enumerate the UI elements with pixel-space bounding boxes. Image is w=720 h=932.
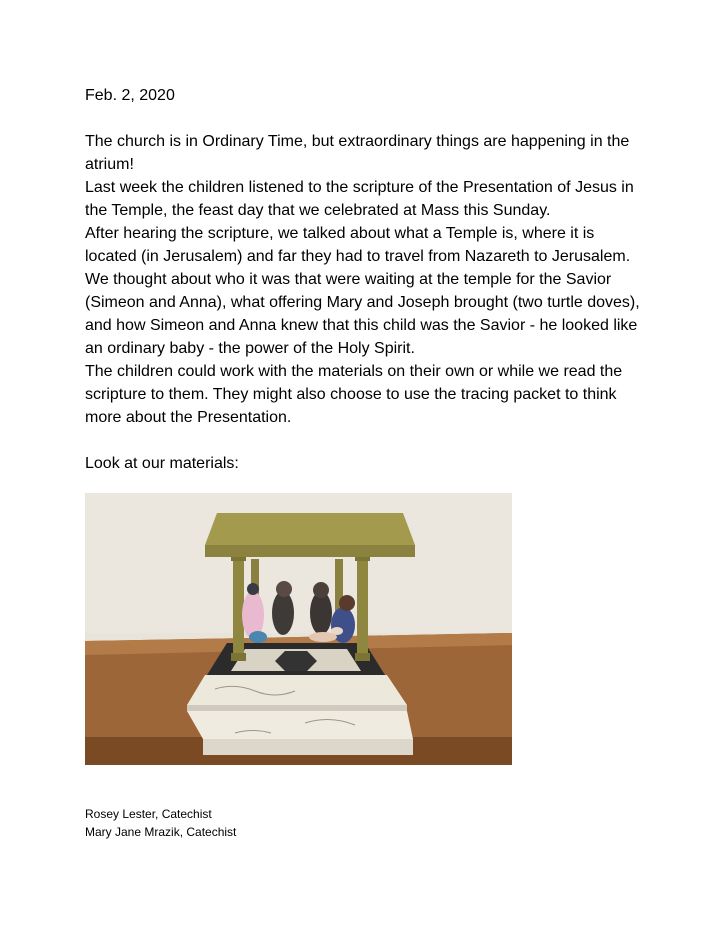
signature-mary-jane: Mary Jane Mrazik, Catechist	[85, 825, 237, 839]
paragraph-1: The church is in Ordinary Time, but extraordinary things are happening in the atrium!	[85, 133, 630, 173]
paragraph-2: Last week the children listened to the scripture of the Presentation of Jesus in the Temple, the feast day that we celebrated at Mass this Sunday.	[85, 179, 634, 219]
temple-materials-photo	[85, 493, 512, 765]
signatures	[85, 805, 236, 841]
document-date: Feb. 2, 2020	[85, 87, 175, 104]
document-body	[85, 84, 685, 475]
materials-intro: Look at our materials:	[85, 455, 239, 472]
paragraph-3: After hearing the scripture, we talked about what a Temple is, where it is located (in Jerusalem) and far they had to travel from Nazareth to Jerusalem. We thought about who it was that were waiting at the temple for the Savior (Simeon and Anna), what offering Mary and Joseph brought (two turtle doves), and how Simeon and Anna knew that this child was the Savior - he looked like an ordinary baby - the power of the Holy Spirit.	[85, 225, 640, 357]
paragraph-4: The children could work with the materials on their own or while we read the scripture to them. They might also choose to use the tracing packet to think more about the Presentation.	[85, 363, 623, 426]
signature-rosey: Rosey Lester, Catechist	[85, 807, 212, 821]
main-text	[85, 130, 645, 429]
